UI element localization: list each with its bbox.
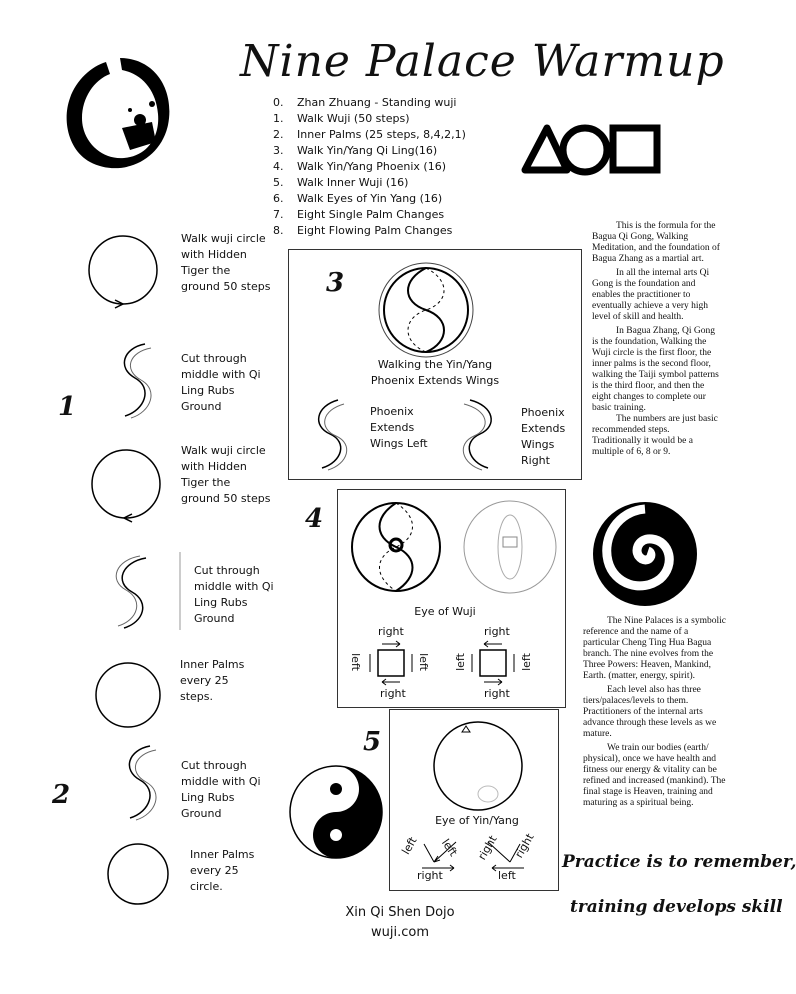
phoenix-caption: Walking the Yin/Yang Phoenix Extends Wings xyxy=(370,358,500,387)
direction-label: left xyxy=(498,869,516,882)
direction-label: right xyxy=(475,833,500,863)
enso-logo xyxy=(60,50,180,180)
website: wuji.com xyxy=(371,925,429,940)
walk-wuji-label-1: Walk wuji circle with Hidden Tiger the ground 50 steps xyxy=(181,232,271,293)
paragraph: In all the internal arts Qi Gong is the foundation and enables the practitioner to eventually achieve a very high level of skill and health. xyxy=(592,268,710,322)
direction-label: right xyxy=(484,625,510,638)
section-number-1: 1 xyxy=(58,392,77,422)
eye-of-yin-yang-caption: Eye of Yin/Yang xyxy=(435,814,519,827)
page-title: Nine Palace Warmup xyxy=(240,36,725,87)
direction-label: left xyxy=(519,653,533,671)
list-item: 4. Walk Yin/Yang Phoenix (16) xyxy=(273,160,447,173)
direction-label: left xyxy=(453,653,467,671)
qi-ling-diagram xyxy=(96,552,176,632)
footer xyxy=(300,903,500,943)
motto-line-1: Practice is to remember, xyxy=(562,852,796,872)
direction-label: right xyxy=(378,625,404,638)
yin-yang-walk-diagram xyxy=(372,262,482,357)
list-item: 3. Walk Yin/Yang Qi Ling(16) xyxy=(273,144,438,157)
list-item: 7. Eight Single Palm Changes xyxy=(273,208,445,221)
inner-palms-circle-diagram xyxy=(92,655,167,735)
wuji-circle-diagram xyxy=(88,442,168,527)
section-number-4: 4 xyxy=(305,504,324,534)
nine-palaces-text xyxy=(583,616,726,809)
paragraph: This is the formula for the Bagua Qi Gong, Walking Meditation, and the foundation of Bagua Zhang as a martial art. xyxy=(592,221,720,264)
phoenix-left-label: Phoenix Extends Wings Left xyxy=(370,405,428,450)
eye-of-wuji-diagram xyxy=(348,497,448,597)
yin-yang-icon xyxy=(286,762,386,862)
direction-label: left xyxy=(438,836,460,859)
paragraph: The numbers are just basic recommended steps. Traditionally it would be a multiple of 6, 8 or 9. xyxy=(592,414,718,457)
section-number-2: 2 xyxy=(52,780,71,810)
list-item: 1. Walk Wuji (50 steps) xyxy=(273,112,410,125)
faint-wuji-diagram xyxy=(460,497,560,597)
direction-label: right xyxy=(484,687,510,700)
direction-label: right xyxy=(512,831,537,861)
motto-line-2: training develops skill xyxy=(570,897,783,917)
section-number-3: 3 xyxy=(326,268,345,298)
eye-of-yin-yang-diagram xyxy=(428,720,528,812)
phoenix-right-diagram xyxy=(450,396,510,471)
direction-label: left xyxy=(399,834,420,857)
list-item: 2. Inner Palms (25 steps, 8,4,2,1) xyxy=(273,128,466,141)
list-item: 0. Zhan Zhuang - Standing wuji xyxy=(273,96,457,109)
list-item: 5. Walk Inner Wuji (16) xyxy=(273,176,409,189)
qi-ling-diagram xyxy=(110,742,180,822)
spiral-yin-yang-icon xyxy=(590,497,700,612)
circle-triangle-square-logo xyxy=(505,120,665,180)
dojo-name: Xin Qi Shen Dojo xyxy=(345,905,455,920)
direction-square-diagram xyxy=(462,640,522,690)
eye-of-wuji-caption: Eye of Wuji xyxy=(414,605,476,618)
paragraph: In Bagua Zhang, Qi Gong is the foundation, Walking the Wuji circle is the first floor, the inner palms is the second floor, walking the Taiji symbol patterns is the third floor, and then the eight changes to complete our basic training. xyxy=(592,326,719,413)
inner-palms-circle-diagram xyxy=(104,838,174,910)
direction-label: right xyxy=(380,687,406,700)
inner-palms-label-1: Inner Palms every 25 steps. xyxy=(180,658,245,703)
paragraph: Each level also has three tiers/palaces/levels to them. Practitioners of the internal arts advance through these levels as we mature. xyxy=(583,685,717,739)
cut-through-label-3: Cut through middle with Qi Ling Rubs Ground xyxy=(181,759,261,820)
inner-palms-label-2: Inner Palms every 25 circle. xyxy=(190,848,255,893)
phoenix-right-label: Phoenix Extends Wings Right xyxy=(521,406,566,467)
qi-ling-diagram xyxy=(105,340,175,420)
steps-list xyxy=(273,95,466,239)
section-number-5: 5 xyxy=(363,727,382,757)
paragraph: We train our bodies (earth/ physical), once we have health and fitness our energy & vitality can be refined and increased (mankind). The final stage is Heaven, training and maturing as a spiritual being. xyxy=(583,743,726,808)
direction-label: left xyxy=(416,653,430,671)
list-item: 6. Walk Eyes of Yin Yang (16) xyxy=(273,192,443,205)
direction-square-diagram xyxy=(360,640,420,690)
wuji-circle-diagram xyxy=(85,228,165,313)
paragraph: The Nine Palaces is a symbolic reference and the name of a particular Cheng Ting Hua Bagua branch. The nine evolves from the Three Powers: Heaven, Mankind, Earth. (matter, energy, spirit). xyxy=(583,616,726,681)
direction-label: right xyxy=(417,869,443,882)
cut-through-label-2: Cut through middle with Qi Ling Rubs Ground xyxy=(194,564,274,625)
phoenix-left-diagram xyxy=(302,396,362,471)
intro-text xyxy=(592,221,720,458)
direction-label: left xyxy=(348,653,362,671)
walk-wuji-label-2: Walk wuji circle with Hidden Tiger the ground 50 steps xyxy=(181,444,271,505)
cut-through-label-1: Cut through middle with Qi Ling Rubs Ground xyxy=(181,352,261,413)
list-item: 8. Eight Flowing Palm Changes xyxy=(273,224,453,237)
